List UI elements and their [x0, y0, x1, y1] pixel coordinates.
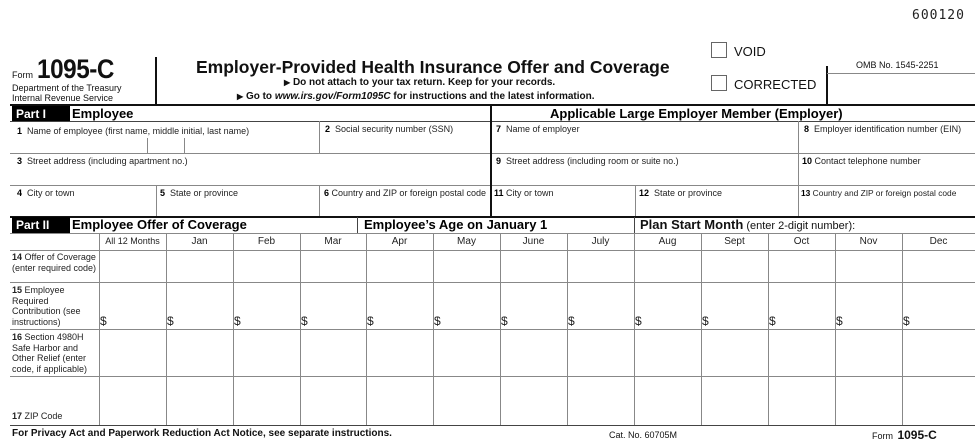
row-number: 14: [12, 252, 23, 262]
corrected-label: CORRECTED: [734, 77, 817, 92]
row-number: 16: [12, 332, 23, 342]
column-header-all-12-months: All 12 Months: [105, 236, 160, 246]
ssn-input[interactable]: [325, 137, 489, 153]
instruction-1: ▶ Do not attach to your tax return. Keep for your records.: [284, 77, 556, 88]
plan-start-month-input[interactable]: [872, 218, 974, 234]
row-14-cell-july[interactable]: [568, 251, 633, 281]
row-17-cell-sept[interactable]: [702, 377, 767, 424]
plan-start-label: Plan Start Month (enter 2-digit number):: [640, 217, 856, 232]
row-15-cell-oct[interactable]: [769, 283, 834, 328]
row-text: ZIP Code: [22, 411, 63, 421]
column-header-july: July: [591, 236, 610, 247]
row-17-cell-mar[interactable]: [301, 377, 365, 424]
row-16-cell-jan[interactable]: [167, 330, 232, 375]
field-10-label: 10 Contact telephone number: [802, 156, 921, 166]
field-1-label: 1 Name of employee (first name, middle initial, last name): [17, 126, 250, 136]
row-text: Offer of Coverage (enter required code): [12, 252, 97, 273]
row-14-label: [12, 252, 98, 273]
row-15-cell-nov[interactable]: [836, 283, 901, 328]
row-16-label: [12, 332, 98, 374]
employee-employer-divider: [490, 104, 492, 216]
employer-state-input[interactable]: [639, 200, 797, 216]
form-title: Employer-Provided Health Insurance Offer and Coverage: [196, 57, 670, 77]
row-15-label: [12, 285, 98, 327]
dollar-sign: $: [501, 314, 508, 328]
row-17-cell-may[interactable]: [434, 377, 499, 424]
omb-number: OMB No. 1545-2251: [856, 60, 939, 70]
field-6-label: 6 Country and ZIP or foreign postal code: [324, 188, 486, 198]
col-sep-8: [798, 121, 799, 216]
row-14-cell-all-12-months[interactable]: [100, 251, 165, 281]
row-16-cell-may[interactable]: [434, 330, 499, 375]
row-14-cell-feb[interactable]: [234, 251, 299, 281]
column-header-june: June: [522, 236, 545, 247]
age-box-left: [357, 217, 358, 233]
department-line2: Internal Revenue Service: [12, 93, 114, 103]
row-15-cell-june[interactable]: [501, 283, 566, 328]
field-9-label: 9 Street address (including room or suite no.): [496, 156, 679, 166]
row-17-cell-nov[interactable]: [836, 377, 901, 424]
form-number: 1095-C: [37, 54, 115, 84]
instruction-2: ▶ Go to www.irs.gov/Form1095C for instructions and the latest information.: [237, 91, 595, 102]
row-17-cell-all-12-months[interactable]: [100, 377, 165, 424]
dollar-sign: $: [234, 314, 241, 328]
row-text: Employee Required Contribution (see instructions): [12, 285, 81, 327]
field-5-label: 5 State or province: [160, 188, 239, 198]
dollar-sign: $: [301, 314, 308, 328]
row-14-cell-may[interactable]: [434, 251, 499, 281]
employee-name-input[interactable]: [14, 138, 318, 154]
dollar-sign: $: [100, 314, 107, 328]
field-7-label: 7 Name of employer: [496, 124, 580, 134]
row-16-cell-feb[interactable]: [234, 330, 299, 375]
row-17-cell-aug[interactable]: [635, 377, 700, 424]
part1-header-rule: [10, 121, 975, 122]
row-16-cell-all-12-months[interactable]: [100, 330, 165, 375]
row-14-cell-dec[interactable]: [903, 251, 974, 281]
col-sep-12: [635, 185, 636, 216]
column-header-aug: Aug: [658, 236, 677, 247]
employer-phone-input[interactable]: [802, 169, 974, 185]
row-14-cell-oct[interactable]: [769, 251, 834, 281]
row-17-cell-oct[interactable]: [769, 377, 834, 424]
column-header-mar: Mar: [324, 236, 342, 247]
dollar-sign: $: [167, 314, 174, 328]
row-16-cell-apr[interactable]: [367, 330, 432, 375]
column-header-sept: Sept: [724, 236, 745, 247]
plan-start-box-left: [634, 217, 635, 233]
row-15-cell-jan[interactable]: [167, 283, 232, 328]
employer-city-input[interactable]: [494, 200, 634, 216]
col-sep-2: [319, 121, 320, 153]
row-16-cell-mar[interactable]: [301, 330, 365, 375]
row-15-cell-feb[interactable]: [234, 283, 299, 328]
row-14-cell-aug[interactable]: [635, 251, 700, 281]
column-header-oct: Oct: [793, 236, 810, 247]
header-divider-left: [155, 57, 157, 105]
department-line1: Department of the Treasury: [12, 83, 122, 93]
row-17-cell-feb[interactable]: [234, 377, 299, 424]
dollar-sign: $: [903, 314, 910, 328]
void-checkbox[interactable]: [711, 42, 727, 58]
employer-name-input[interactable]: [496, 137, 796, 153]
part2-title: Employee Offer of Coverage: [72, 217, 247, 232]
column-header-apr: Apr: [391, 236, 408, 247]
footer-form-id: Form 1095-C: [872, 428, 937, 442]
row-text: Section 4980H Safe Harbor and Other Relief (enter code, if applicable): [12, 332, 88, 374]
arrow-right-icon: ▶: [237, 92, 244, 101]
dollar-sign: $: [769, 314, 776, 328]
row-15-cell-sept[interactable]: [702, 283, 767, 328]
field-4-label: 4 City or town: [17, 188, 75, 198]
dollar-sign: $: [434, 314, 441, 328]
row-number: 17: [12, 411, 23, 421]
row-16-cell-june[interactable]: [501, 330, 566, 375]
row-17-cell-july[interactable]: [568, 377, 633, 424]
field-2-label: 2 Social security number (SSN): [325, 124, 454, 134]
dollar-sign: $: [836, 314, 843, 328]
row-17-cell-apr[interactable]: [367, 377, 432, 424]
employee-state-input[interactable]: [160, 200, 319, 216]
row-17-cell-june[interactable]: [501, 377, 566, 424]
header-divider-right: [826, 66, 828, 105]
row-14-cell-sept[interactable]: [702, 251, 767, 281]
dollar-sign: $: [367, 314, 374, 328]
row-14-cell-nov[interactable]: [836, 251, 901, 281]
corrected-checkbox[interactable]: [711, 75, 727, 91]
employee-age-input[interactable]: [552, 218, 632, 234]
row-16-cell-nov[interactable]: [836, 330, 901, 375]
privacy-notice: For Privacy Act and Paperwork Reduction Act Notice, see separate instructions.: [12, 428, 392, 439]
row-16-cell-dec[interactable]: [903, 330, 974, 375]
field-11-label: 11 City or town: [494, 188, 554, 198]
row-16-cell-oct[interactable]: [769, 330, 834, 375]
field-8-label: 8 Employer identification number (EIN): [804, 124, 962, 134]
row-number: 15: [12, 285, 23, 295]
row-14-cell-mar[interactable]: [301, 251, 365, 281]
employer-zip-input[interactable]: [802, 200, 974, 216]
field-13-label: 13 Country and ZIP or foreign postal code: [801, 188, 957, 198]
dollar-sign: $: [702, 314, 709, 328]
column-header-jan: Jan: [191, 236, 208, 247]
employee-zip-input[interactable]: [324, 200, 490, 216]
form-word: Form: [12, 70, 33, 80]
column-header-nov: Nov: [859, 236, 878, 247]
row-16-cell-july[interactable]: [568, 330, 633, 375]
dollar-sign: $: [568, 314, 575, 328]
row-14-cell-apr[interactable]: [367, 251, 432, 281]
arrow-right-icon: ▶: [284, 78, 291, 87]
omb-divider: [827, 73, 975, 74]
column-header-feb: Feb: [257, 236, 276, 247]
employee-street-input[interactable]: [14, 169, 488, 185]
row-15-cell-dec[interactable]: [903, 283, 974, 328]
row-14-cell-june[interactable]: [501, 251, 566, 281]
part1-badge: Part I: [12, 106, 70, 122]
row-17-cell-jan[interactable]: [167, 377, 232, 424]
row-15-cell-apr[interactable]: [367, 283, 432, 328]
employer-street-input[interactable]: [496, 169, 796, 185]
employer-title: Applicable Large Employer Member (Employer): [550, 106, 843, 121]
void-label: VOID: [734, 44, 766, 59]
field-12-label: 12 State or province: [639, 188, 723, 198]
row-17-cell-dec[interactable]: [903, 377, 974, 424]
employee-age-label: Employee’s Age on January 1: [364, 217, 548, 232]
row-15-cell-may[interactable]: [434, 283, 499, 328]
dollar-sign: $: [635, 314, 642, 328]
row-15-cell-july[interactable]: [568, 283, 633, 328]
column-header-may: May: [457, 236, 476, 247]
part2-badge: Part II: [12, 217, 70, 233]
row-17-label: [12, 411, 98, 422]
col-sep-6: [319, 185, 320, 216]
part1-title: Employee: [72, 106, 134, 121]
row-16-cell-aug[interactable]: [635, 330, 700, 375]
row-14-cell-jan[interactable]: [167, 251, 232, 281]
footer-rule: [10, 425, 975, 426]
catalog-number: Cat. No. 60705M: [609, 430, 678, 440]
irs-link[interactable]: www.irs.gov/Form1095C: [274, 91, 391, 102]
column-header-dec: Dec: [929, 236, 948, 247]
row-16-cell-sept[interactable]: [702, 330, 767, 375]
part1-row-rule: [10, 185, 975, 186]
form-code: 600120: [912, 8, 965, 23]
row-15-cell-mar[interactable]: [301, 283, 365, 328]
form-id: [12, 54, 123, 85]
employee-city-input[interactable]: [14, 200, 156, 216]
row-15-cell-all-12-months[interactable]: [100, 283, 165, 328]
field-3-label: 3 Street address (including apartment no.): [17, 156, 188, 166]
row-15-cell-aug[interactable]: [635, 283, 700, 328]
ein-input[interactable]: [804, 137, 974, 153]
col-sep-5: [156, 185, 157, 216]
